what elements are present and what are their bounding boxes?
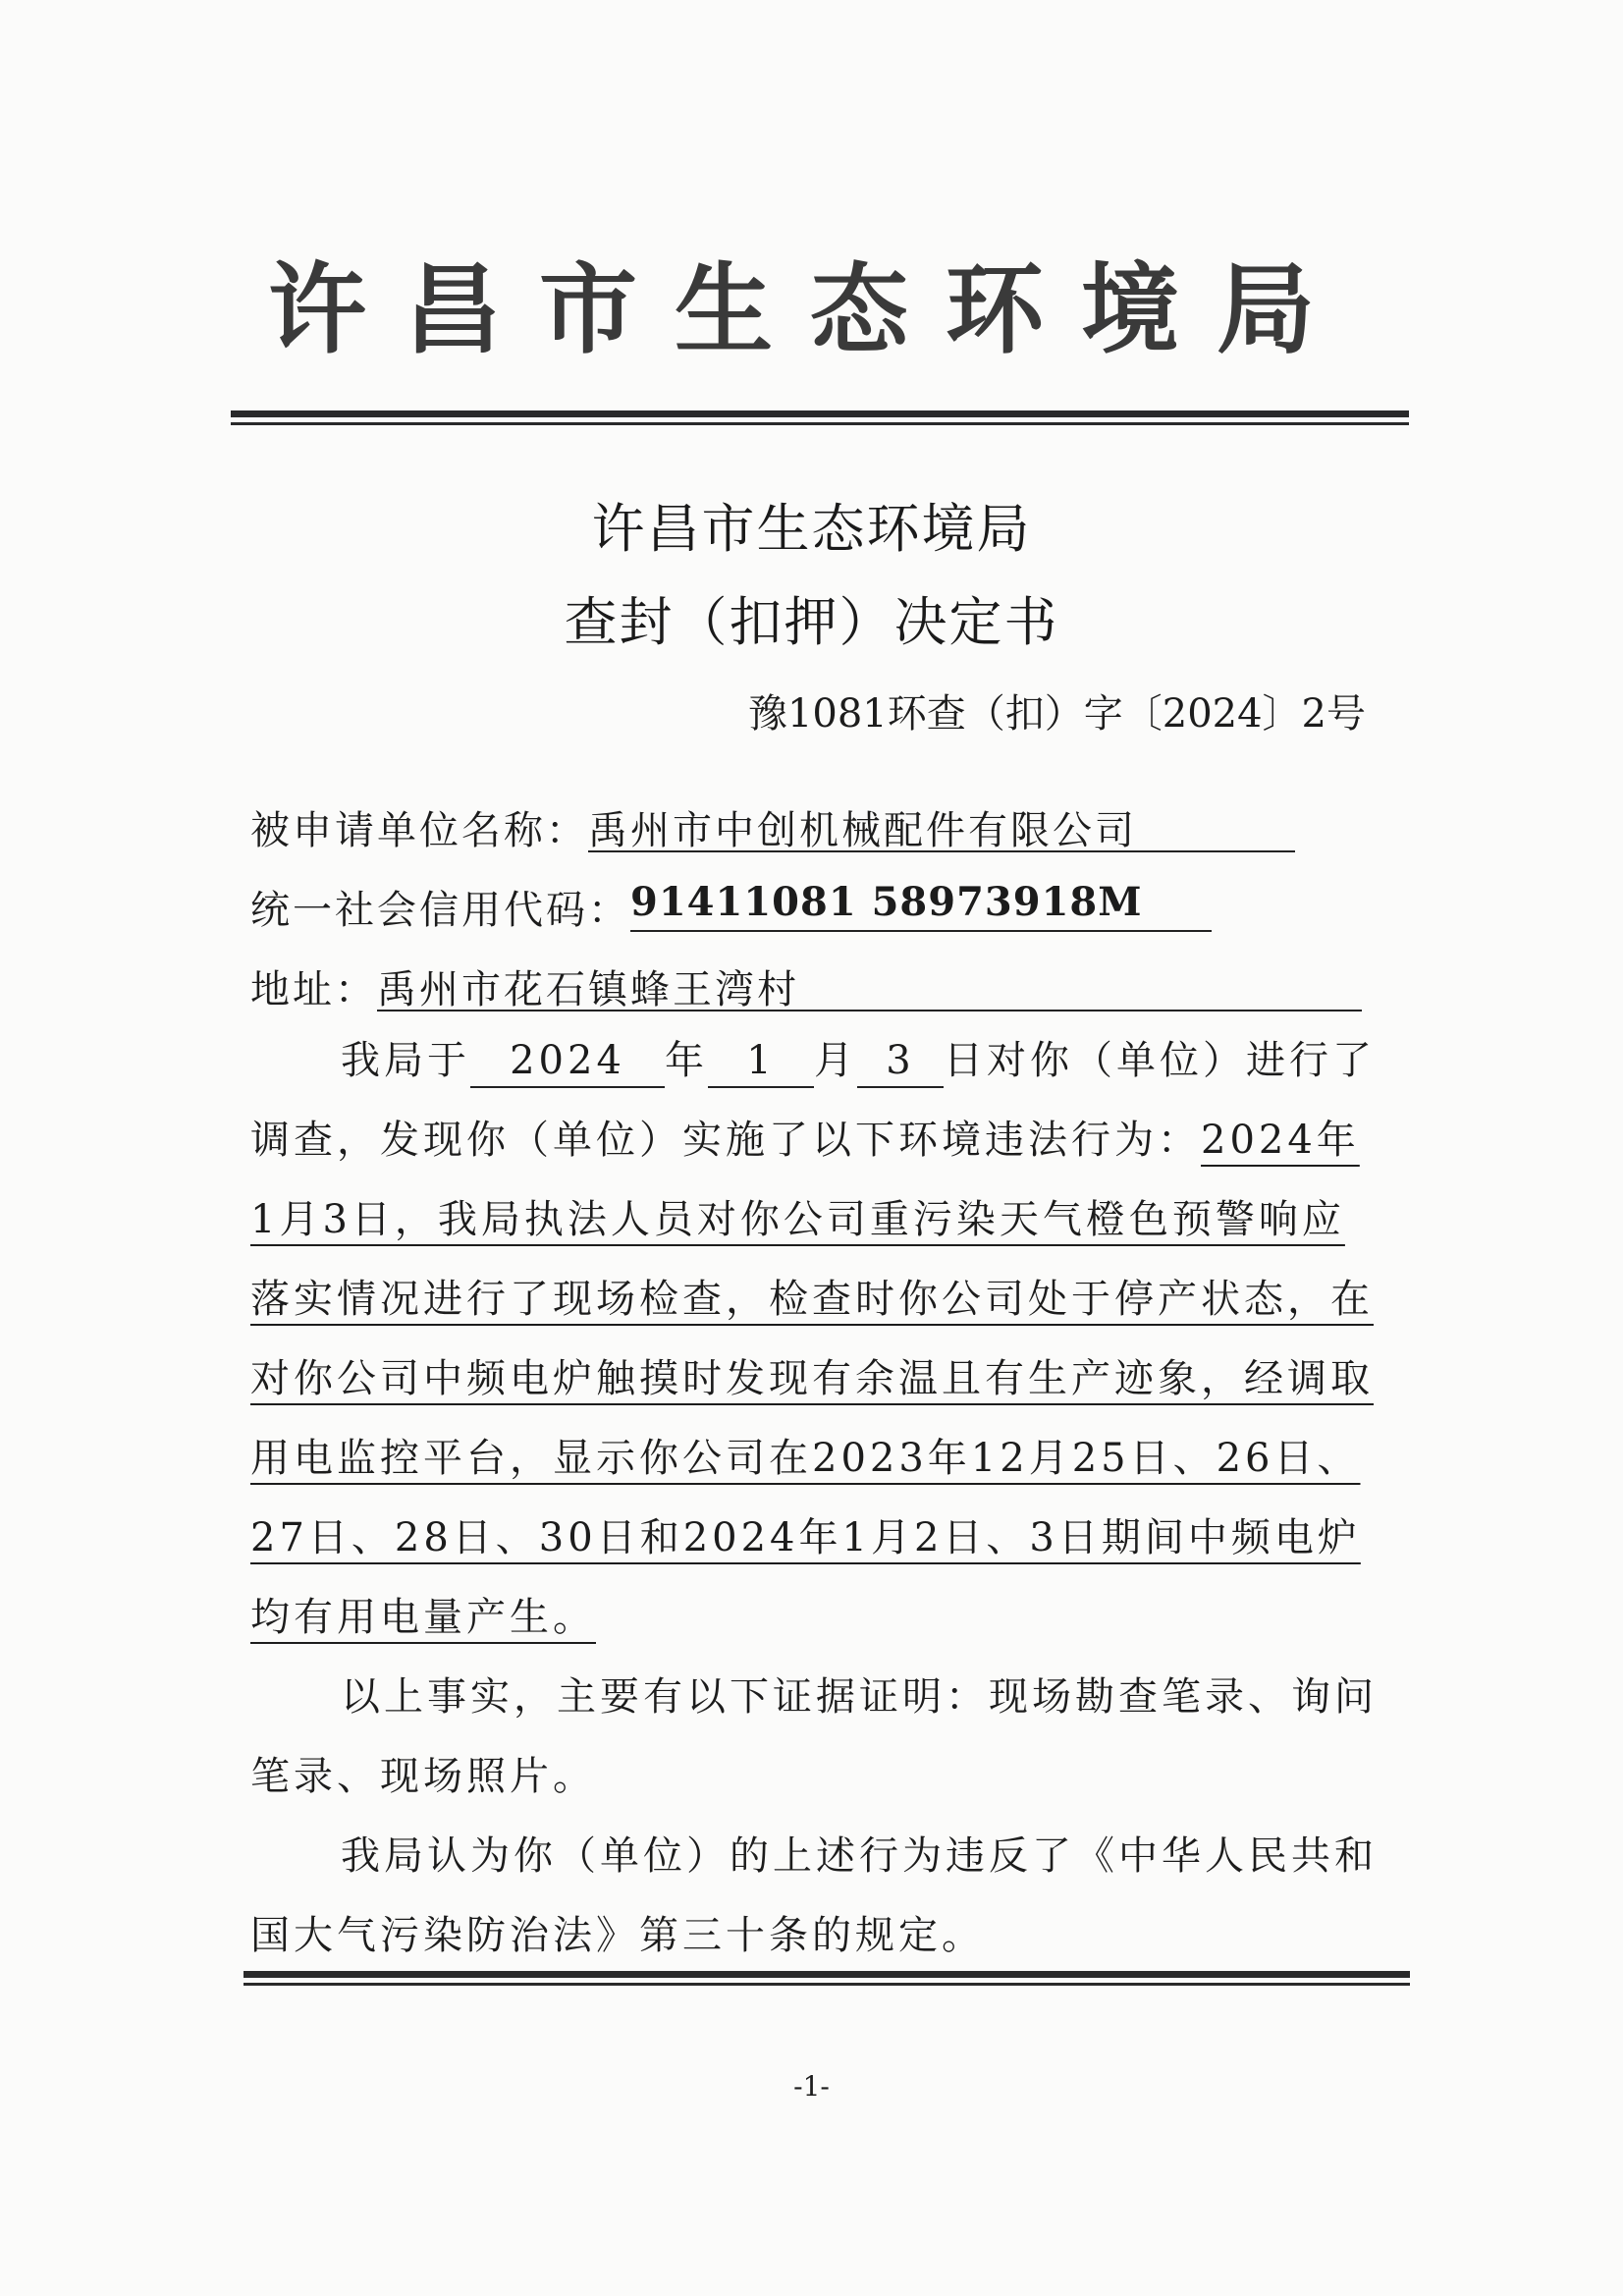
- month-suffix: 月: [814, 1038, 857, 1083]
- address-field: [250, 958, 1362, 1017]
- violation-description: 2024年1月3日，我局执法人员对你公司重污染天气橙色预警响应落实情况进行了现场检查，检查时你公司处于停产状态，在对你公司中频电炉触摸时发现有余温且有生产迹象，经调取用电监控平台，显示你公司在2023年12月25日、26日、27日、28日、30日和2024年1月2日、3日期间中频电炉均有用电量产生。: [250, 1118, 1374, 1640]
- legal-basis-text: 我局认为你（单位）的上述行为违反了《中华人民共和国大气污染防治法》第三十条的规定。: [250, 1833, 1378, 1958]
- letterhead-title: 许昌市生态环境局: [268, 251, 1352, 367]
- address-label: 地址：: [250, 967, 377, 1012]
- address-value: 禹州市花石镇蜂王湾村: [377, 958, 1362, 1011]
- document-title-line1: 许昌市生态环境局: [591, 498, 1032, 560]
- investigation-year: 2024: [470, 1035, 665, 1088]
- legal-basis-paragraph: [250, 1817, 1380, 1976]
- footer-rule: [243, 1971, 1410, 1986]
- paragraph-prefix: 我局于: [341, 1038, 470, 1083]
- entity-name-field: [250, 799, 1295, 858]
- investigation-paragraph: [250, 1021, 1380, 1658]
- entity-name-value: 禹州市中创机械配件有限公司: [588, 799, 1295, 852]
- credit-code-value: 91411081 58973918M: [630, 879, 1212, 932]
- letterhead-rule: [231, 410, 1409, 425]
- entity-name-label: 被申请单位名称：: [250, 808, 588, 853]
- evidence-paragraph: [250, 1658, 1380, 1817]
- page-number: -1-: [793, 2070, 830, 2103]
- credit-code-label: 统一社会信用代码：: [250, 888, 630, 933]
- credit-code-field: [250, 879, 1212, 938]
- document-title-line2: 查封（扣押）决定书: [564, 591, 1059, 653]
- investigation-month: 1: [708, 1035, 814, 1088]
- day-suffix: 日对你（单位）进行了调查，发现你（单位）实施了以下环境违法行为：: [250, 1038, 1376, 1163]
- investigation-day: 3: [857, 1035, 944, 1088]
- year-suffix: 年: [665, 1038, 708, 1083]
- document-number: 豫1081环查（扣）字〔2024〕2号: [747, 691, 1366, 737]
- evidence-text: 以上事实，主要有以下证据证明：现场勘查笔录、询问笔录、现场照片。: [250, 1674, 1378, 1799]
